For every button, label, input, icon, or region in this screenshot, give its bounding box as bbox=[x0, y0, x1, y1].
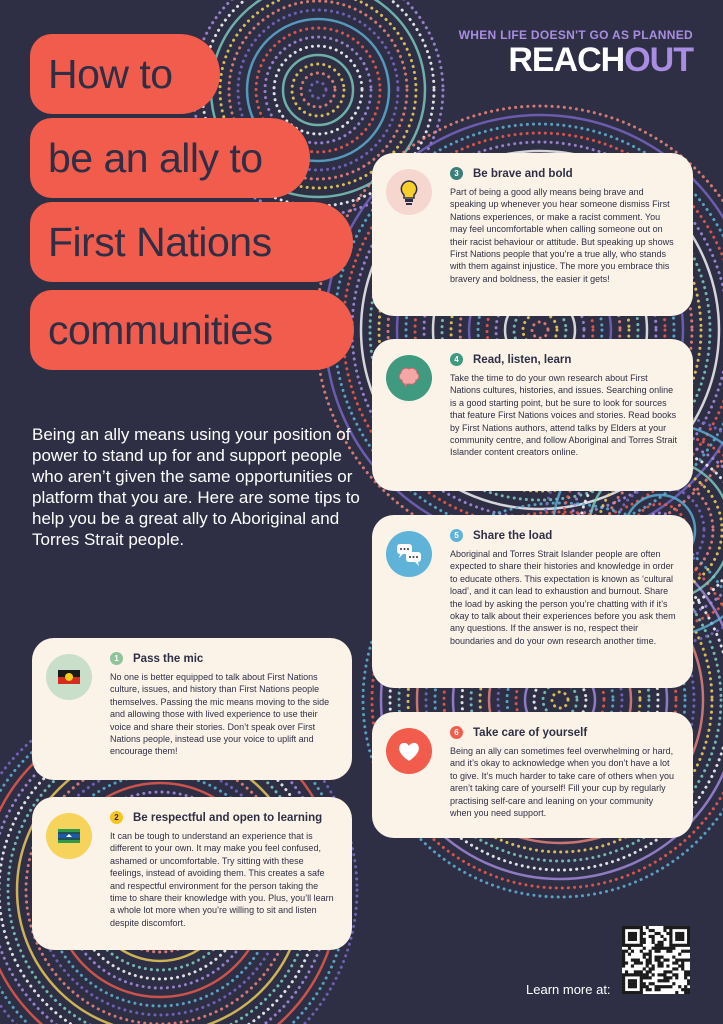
tip-number: 6 bbox=[450, 726, 463, 739]
intro-text: Being an ally means using your position of power to stand up for and support people who aren’t given the same opportunities or platform that you are. Here are some tips to help you be a great ally to Aboriginal and Torres Strait people. bbox=[32, 425, 360, 549]
torres-strait-flag-icon bbox=[46, 813, 92, 859]
heart-icon bbox=[386, 728, 432, 774]
tip-card-5 bbox=[372, 515, 693, 688]
tip-body: Take the time to do your own research about First Nations cultures, histories, and issues. Searching online is a good starting point, but be sure to look for sources that feature First Nations voices and stories. Read books by First Nations authors, attend talks by Elders at your community centre, and follow Aboriginal and Torres Strait Islander content creators online. bbox=[450, 373, 677, 458]
tip-body: Being an ally can sometimes feel overwhelming or hard, and it’s okay to acknowledge when you don’t have a lot to give. It’s much harder to take care of others when you aren’t taking care of yourself! Fill your cup by regularly practising self-care and leaning on your community when you need support. bbox=[450, 746, 674, 819]
dot-ring bbox=[532, 322, 548, 338]
brand-tagline: WHEN LIFE DOESN'T GO AS PLANNED bbox=[458, 28, 693, 42]
title-line-2: be an ally to bbox=[30, 118, 310, 198]
logo-accent: OUT bbox=[624, 41, 693, 79]
tip-title: Share the load bbox=[473, 529, 553, 542]
reachout-logo bbox=[459, 42, 693, 78]
logo-main: REACH bbox=[508, 41, 625, 79]
tip-title: Pass the mic bbox=[133, 652, 204, 665]
tip-body: Aboriginal and Torres Strait Islander people are often expected to share their histories and knowledge in order to educate others. This expectation is known as ‘cultural load’, and it can lead to exhaustion and burnout. Share the load by asking the person you’re chatting with if it’s okay to talk about their experiences before you ask them any questions. If the answer is no, respect their boundaries and do your own research another time. bbox=[450, 549, 676, 646]
brain-icon bbox=[386, 355, 432, 401]
dot-ring bbox=[310, 82, 326, 98]
tip-card-4 bbox=[372, 339, 693, 491]
reachout-brand bbox=[459, 28, 693, 78]
tip-card-3 bbox=[372, 153, 693, 316]
speech-bubbles-icon bbox=[386, 531, 432, 577]
tip-number: 1 bbox=[110, 652, 123, 665]
tip-number: 4 bbox=[450, 353, 463, 366]
title-line-4: communities bbox=[30, 290, 354, 370]
tip-body: No one is better equipped to talk about First Nations culture, issues, and history than First Nations people themselves. Passing the mic means moving to the side and allowing those with lived experience to use their voice and share their stories. Don’t speak over First Nations people, instead use your voice to uplift and encourage them! bbox=[110, 672, 330, 757]
tip-card-1 bbox=[32, 638, 352, 780]
dot-ring bbox=[552, 692, 568, 708]
tip-card-6 bbox=[372, 712, 693, 838]
qr-code[interactable] bbox=[622, 926, 690, 994]
title-line-1: How to bbox=[30, 34, 220, 114]
learn-more-label: Learn more at: bbox=[526, 982, 611, 997]
tip-title: Be brave and bold bbox=[473, 167, 573, 180]
tip-body: It can be tough to understand an experience that is different to your own. It may make you feel confused, ashamed or uncomfortable. Try sitting with these feelings, instead of avoiding them. This creates a safe and respectful environment for the person taking the time to share their knowledge with you. Plus, you’ll learn a whole lot more when you’re willing to sit and listen despite discomfort. bbox=[110, 831, 334, 928]
tip-title: Take care of yourself bbox=[473, 726, 588, 739]
tip-number: 2 bbox=[110, 811, 123, 824]
tip-number: 5 bbox=[450, 529, 463, 542]
tip-title: Read, listen, learn bbox=[473, 353, 572, 366]
aboriginal-flag-icon bbox=[46, 654, 92, 700]
tip-title: Be respectful and open to learning bbox=[133, 811, 323, 824]
title-line-3: First Nations bbox=[30, 202, 353, 282]
dot-ring bbox=[274, 46, 362, 134]
tip-card-2 bbox=[32, 797, 352, 950]
tip-number: 3 bbox=[450, 167, 463, 180]
lightbulb-icon bbox=[386, 169, 432, 215]
dot-ring bbox=[301, 73, 335, 107]
tip-body: Part of being a good ally means being brave and speaking up whenever you hear someone dismiss First Nations experiences, or make a racist comment. You may feel uncomfortable when calling someone out on their racist behaviour or attitude. But speaking up shows First Nations people that you’re a true ally, who stands with them against injustice. The more you embrace this bravery and boldness, the easier it gets! bbox=[450, 187, 674, 284]
